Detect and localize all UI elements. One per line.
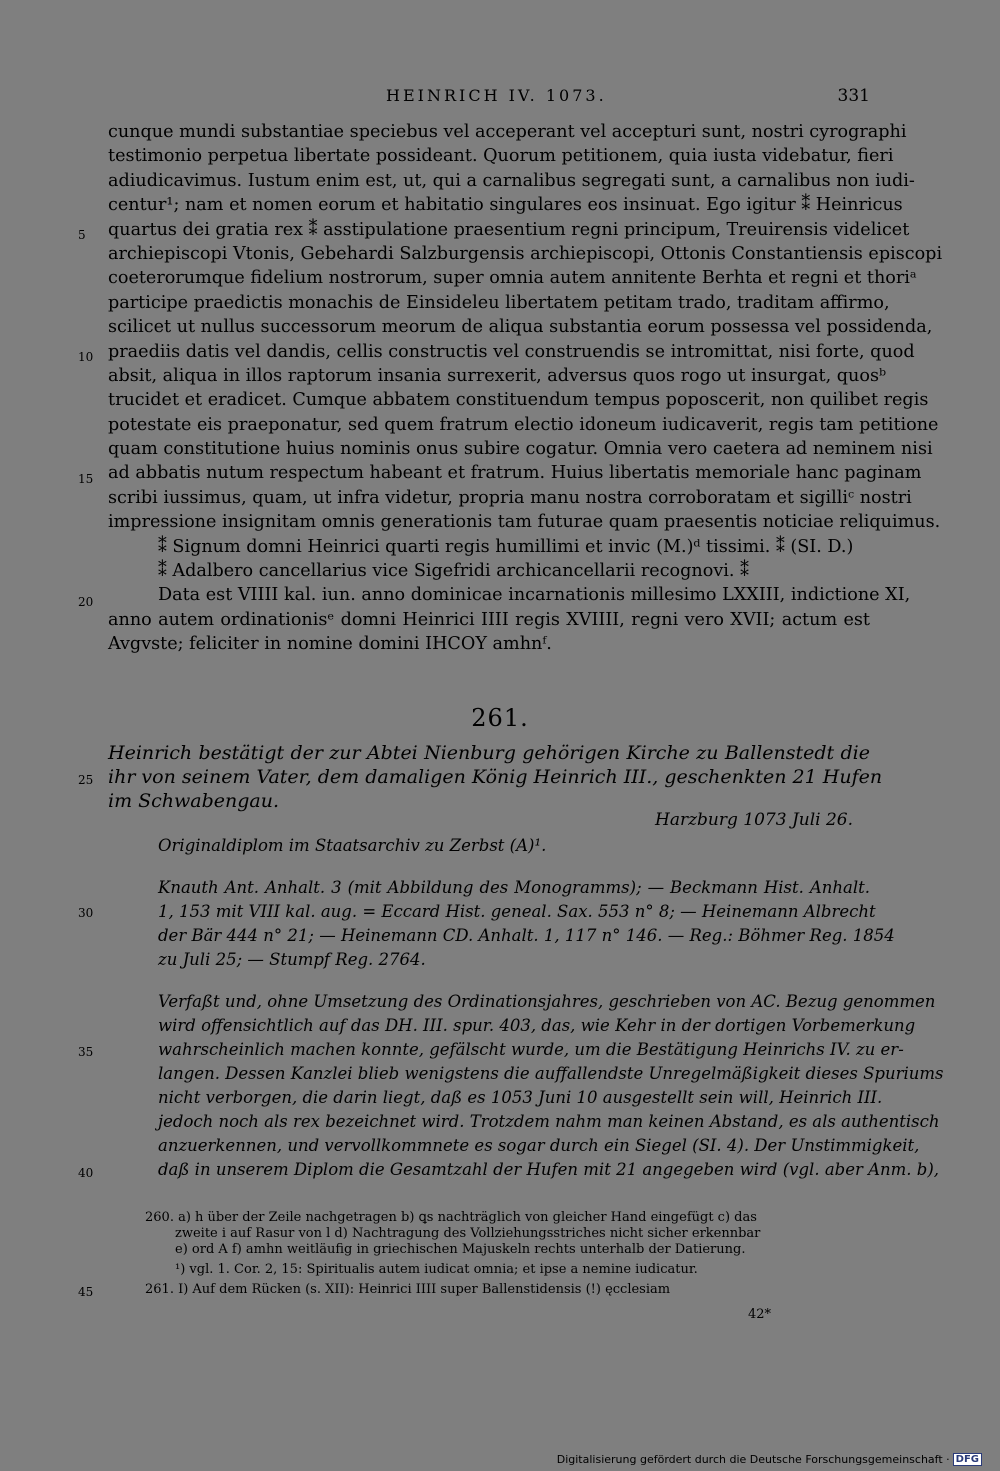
- text-line: praediis datis vel dandis, cellis constructis vel construendis se intromittat, nisi forte, quod: [108, 341, 915, 362]
- running-header: [108, 86, 870, 110]
- bibliography: [158, 876, 895, 972]
- footnote-line: 260. a) h über der Zeile nachgetragen b) ꝗs nachträglich von gleicher Hand eingefügt c) das: [145, 1210, 757, 1225]
- text-line: coeterorumque fidelium nostrorum, super omnia autem annitente Berhta et regni et thoriᵃ: [108, 268, 917, 289]
- bibliography-line: der Bär 444 n° 21; — Heinemann CD. Anhalt. 1, 117 n° 146. — Reg.: Böhmer Reg. 1854: [158, 926, 895, 945]
- data-line: Data est VIIII kal. iun. anno dominicae incarnationis millesimo LXXIII, indictione XI,: [158, 585, 911, 606]
- commentary-line: anzuerkennen, und vervollkommnete es sogar durch ein Siegel (SI. 4). Der Unstimmigkeit,: [158, 1136, 920, 1155]
- text-line: centur¹; nam et nomen eorum et habitatio singulares eos insinuat. Ego igitur ⁑ Heinricus: [108, 195, 903, 216]
- data-line: anno autem ordinationisᵉ domni Heinrici IIII regis XVIIII, regni vero XVII; actum est: [108, 609, 870, 630]
- bibliography-line: 1, 153 mit VIII kal. aug. = Eccard Hist. geneal. Sax. 553 n° 8; — Heinemann Albrecht: [158, 902, 876, 921]
- line-number: 35: [78, 1045, 94, 1059]
- footnotes: [145, 1210, 870, 1298]
- line-number: 5: [78, 228, 86, 242]
- data-line: Avgvste; feliciter in nomine domini IHCOY amhnᶠ.: [108, 634, 552, 655]
- signature-mark: 42*: [748, 1307, 772, 1322]
- footer: [557, 1453, 982, 1466]
- footnote-line: ¹) vgl. 1. Cor. 2, 15: Spiritualis autem iudicat omnia; et ipse a nemine iudicatur.: [175, 1262, 698, 1277]
- text-line: trucidet et eradicet. Cumque abbatem constituendum tempus poposcerit, non quilibet regis: [108, 390, 929, 411]
- text-line: archiepiscopi Vtonis, Gebehardi Salzburgensis archiepiscopi, Ottonis Constantiensis episcopi: [108, 243, 943, 264]
- line-number: 40: [78, 1166, 94, 1180]
- line-number: 30: [78, 906, 94, 920]
- header-title: HEINRICH IV. 1073.: [386, 86, 607, 105]
- footnote-line: zweite i auf Rasur von l d) Nachtragung des Vollziehungsstriches nicht sicher erkennbar: [175, 1226, 761, 1241]
- document-number: 261.: [471, 704, 529, 732]
- text-line: scribi iussimus, quam, ut infra videtur, propria manu nostra corroboratam et sigilliᶜ nostri: [108, 487, 912, 508]
- line-number: 45: [78, 1285, 94, 1299]
- text-line: adiudicavimus. Iustum enim est, ut, qui a carnalibus segregati sunt, a carnalibus non iudi-: [108, 170, 915, 191]
- line-number: 10: [78, 350, 94, 364]
- dfg-logo: DFG: [953, 1453, 982, 1466]
- text-line: scilicet ut nullus successorum meorum de aliqua substantia eorum possessa vel possidenda,: [108, 317, 933, 338]
- main-text: [108, 120, 943, 657]
- original-note: [158, 834, 870, 858]
- regest-line: ihr von seinem Vater, dem damaligen König Heinrich III., geschenkten 21 Hufen: [108, 766, 883, 788]
- line-number: 25: [78, 773, 94, 787]
- bibliography-line: zu Juli 25; — Stumpf Reg. 2764.: [158, 950, 426, 969]
- footnote-line: e) ord A f) amhn weitläufig in griechischen Majuskeln rechts unterhalb der Datierung.: [175, 1242, 746, 1257]
- regest: [108, 741, 883, 813]
- text-line: absit, aliqua in illos raptorum insania surrexerit, adversus quos rogo ut insurgat, quosᵇ: [108, 365, 887, 386]
- commentary: [158, 990, 944, 1182]
- text-line: participe praedictis monachis de Einsideleu libertatem petitam trado, traditam affirmo,: [108, 292, 890, 313]
- cancellarius-line: ⁑ Adalbero cancellarius vice Sigefridi archicancellarii recognovi. ⁑: [158, 561, 749, 582]
- text-line: ad abbatis nutum respectum habeant et fratrum. Huius libertatis memoriale hanc paginam: [108, 463, 922, 484]
- text-line: quartus dei gratia rex ⁑ asstipulatione praesentium regni principum, Treuirensis videlicet: [108, 219, 910, 240]
- page-number: 331: [837, 86, 870, 106]
- place-date: Harzburg 1073 Juli 26.: [655, 810, 854, 830]
- commentary-line: wird offensichtlich auf das DH. III. spur. 403, das, wie Kehr in der dortigen Vorbemerkung: [158, 1016, 916, 1035]
- text-line: potestate eis praeponatur, sed quem fratrum electio idoneum iudicaverit, regis tam petitione: [108, 414, 939, 435]
- text-line: quam constitutione huius nominis onus subire cogatur. Omnia vero caetera ad neminem nisi: [108, 439, 933, 460]
- commentary-line: wahrscheinlich machen konnte, gefälscht wurde, um die Bestätigung Heinrichs IV. zu er-: [158, 1040, 904, 1059]
- original-line: Originaldiplom im Staatsarchiv zu Zerbst (A)¹.: [158, 836, 547, 855]
- commentary-line: daß in unserem Diplom die Gesamtzahl der Hufen mit 21 angegeben wird (vgl. aber Anm. b),: [158, 1160, 940, 1179]
- regest-line: Heinrich bestätigt der zur Abtei Nienburg gehörigen Kirche zu Ballenstedt die: [108, 742, 870, 764]
- line-number: 20: [78, 595, 94, 609]
- text-line: cunque mundi substantiae speciebus vel acceperant vel accepturi sunt, nostri cyrographi: [108, 122, 907, 142]
- commentary-line: langen. Dessen Kanzlei blieb wenigstens die auffallendste Unregelmäßigkeit dieses Spuriums: [158, 1064, 944, 1083]
- regest-line: im Schwabengau.: [108, 790, 280, 812]
- footer-text: Digitalisierung gefördert durch die Deutsche Forschungsgemeinschaft ·: [556, 1453, 950, 1466]
- commentary-line: Verfaßt und, ohne Umsetzung des Ordinationsjahres, geschrieben von AC. Bezug genommen: [158, 992, 936, 1011]
- text-line: impressione insignitam omnis generationis tam futurae quam praesentis noticiae reliquimus.: [108, 512, 941, 533]
- footnote-line: 261. I) Auf dem Rücken (s. XII): Heinrici IIII super Ballenstidensis (!) ęcclesiam: [145, 1282, 671, 1297]
- signum-line: ⁑ Signum domni Heinrici quarti regis humillimi et invic (M.)ᵈ tissimi. ⁑ (SI. D.): [158, 536, 854, 557]
- text-line: testimonio perpetua libertate possideant. Quorum petitionem, quia iusta videbatur, fieri: [108, 146, 894, 167]
- commentary-line: nicht verborgen, die darin liegt, daß es 1053 Juni 10 ausgestellt sein will, Heinrich III.: [158, 1088, 883, 1107]
- commentary-line: jedoch noch als rex bezeichnet wird. Trotzdem nahm man keinen Abstand, es als authentisch: [158, 1112, 940, 1131]
- bibliography-line: Knauth Ant. Anhalt. 3 (mit Abbildung des Monogramms); — Beckmann Hist. Anhalt.: [158, 878, 870, 897]
- line-number: 15: [78, 472, 94, 486]
